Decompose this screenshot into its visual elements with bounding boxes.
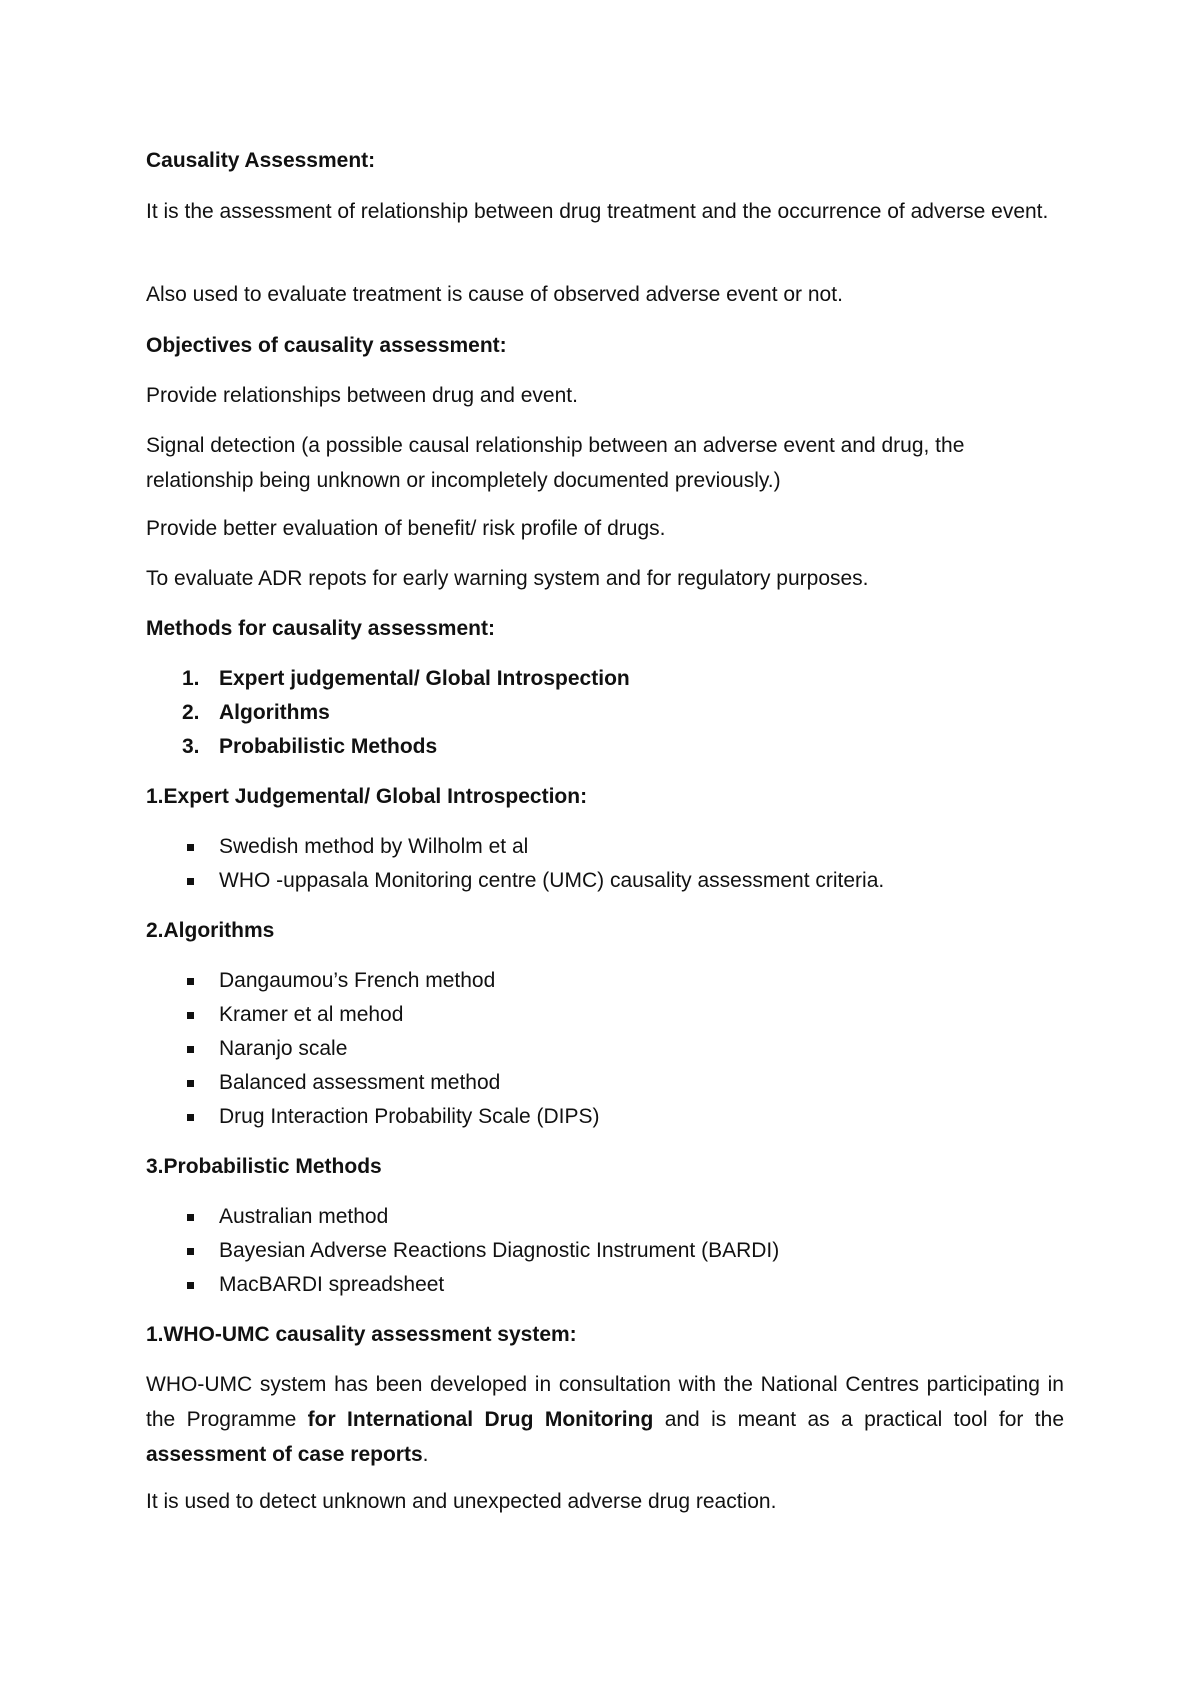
- heading-causality-assessment: Causality Assessment:: [146, 149, 376, 172]
- heading-objectives: Objectives of causality assessment:: [146, 334, 507, 357]
- square-bullet-icon: [187, 978, 194, 985]
- list-number: 2.: [182, 701, 200, 724]
- square-bullet-icon: [187, 878, 194, 885]
- square-bullet-icon: [187, 844, 194, 851]
- bullet-text: Swedish method by Wilholm et al: [219, 835, 529, 858]
- bullet-text: MacBARDI spreadsheet: [219, 1273, 445, 1296]
- list-number: 3.: [182, 735, 200, 758]
- square-bullet-icon: [187, 1046, 194, 1053]
- heading-probabilistic: 3.Probabilistic Methods: [146, 1155, 382, 1178]
- intro-paragraph-1: It is the assessment of relationship between drug treatment and the occurrence of adverse event.: [146, 200, 1049, 223]
- who-umc-paragraph-2: It is used to detect unknown and unexpected adverse drug reaction.: [146, 1490, 777, 1513]
- who-umc-bold-text: assessment of case reports: [146, 1443, 423, 1466]
- heading-algorithms: 2.Algorithms: [146, 919, 275, 942]
- heading-expert-judgemental: 1.Expert Judgemental/ Global Introspection:: [146, 785, 588, 808]
- intro-paragraph-2: Also used to evaluate treatment is cause of observed adverse event or not.: [146, 283, 843, 306]
- heading-methods: Methods for causality assessment:: [146, 617, 495, 640]
- list-item-text: Expert judgemental/ Global Introspection: [219, 667, 630, 690]
- bullet-text: Bayesian Adverse Reactions Diagnostic Instrument (BARDI): [219, 1239, 780, 1262]
- who-umc-bold-text: for International Drug Monitoring: [307, 1408, 654, 1431]
- objective-item: Provide better evaluation of benefit/ risk profile of drugs.: [146, 517, 666, 540]
- square-bullet-icon: [187, 1214, 194, 1221]
- objective-item: Provide relationships between drug and event.: [146, 384, 578, 407]
- objective-item: To evaluate ADR repots for early warning system and for regulatory purposes.: [146, 567, 869, 590]
- square-bullet-icon: [187, 1282, 194, 1289]
- bullet-text: Balanced assessment method: [219, 1071, 501, 1094]
- square-bullet-icon: [187, 1012, 194, 1019]
- bullet-text: Kramer et al mehod: [219, 1003, 404, 1026]
- list-item-text: Probabilistic Methods: [219, 735, 438, 758]
- bullet-text: Australian method: [219, 1205, 389, 1228]
- who-umc-text: .: [422, 1443, 429, 1466]
- square-bullet-icon: [187, 1248, 194, 1255]
- square-bullet-icon: [187, 1080, 194, 1087]
- square-bullet-icon: [187, 1114, 194, 1121]
- bullet-text: Dangaumou’s French method: [219, 969, 496, 992]
- bullet-text: Drug Interaction Probability Scale (DIPS): [219, 1105, 600, 1128]
- bullet-text: WHO -uppasala Monitoring centre (UMC) causality assessment criteria.: [219, 869, 885, 892]
- who-umc-text: and is meant as a practical tool for the: [653, 1408, 1064, 1431]
- bullet-text: Naranjo scale: [219, 1037, 348, 1060]
- heading-who-umc: 1.WHO-UMC causality assessment system:: [146, 1323, 577, 1346]
- who-umc-paragraph-1: [146, 1367, 1064, 1472]
- objective-item: Signal detection (a possible causal relationship between an adverse event and drug, the relationship being unknown or incompletely documented previously.): [146, 434, 965, 492]
- list-item-text: Algorithms: [219, 701, 330, 724]
- who-umc-text: WHO-UMC system has been developed in consultation with the National Centres participating in the Programme: [146, 1373, 1064, 1431]
- list-number: 1.: [182, 667, 200, 690]
